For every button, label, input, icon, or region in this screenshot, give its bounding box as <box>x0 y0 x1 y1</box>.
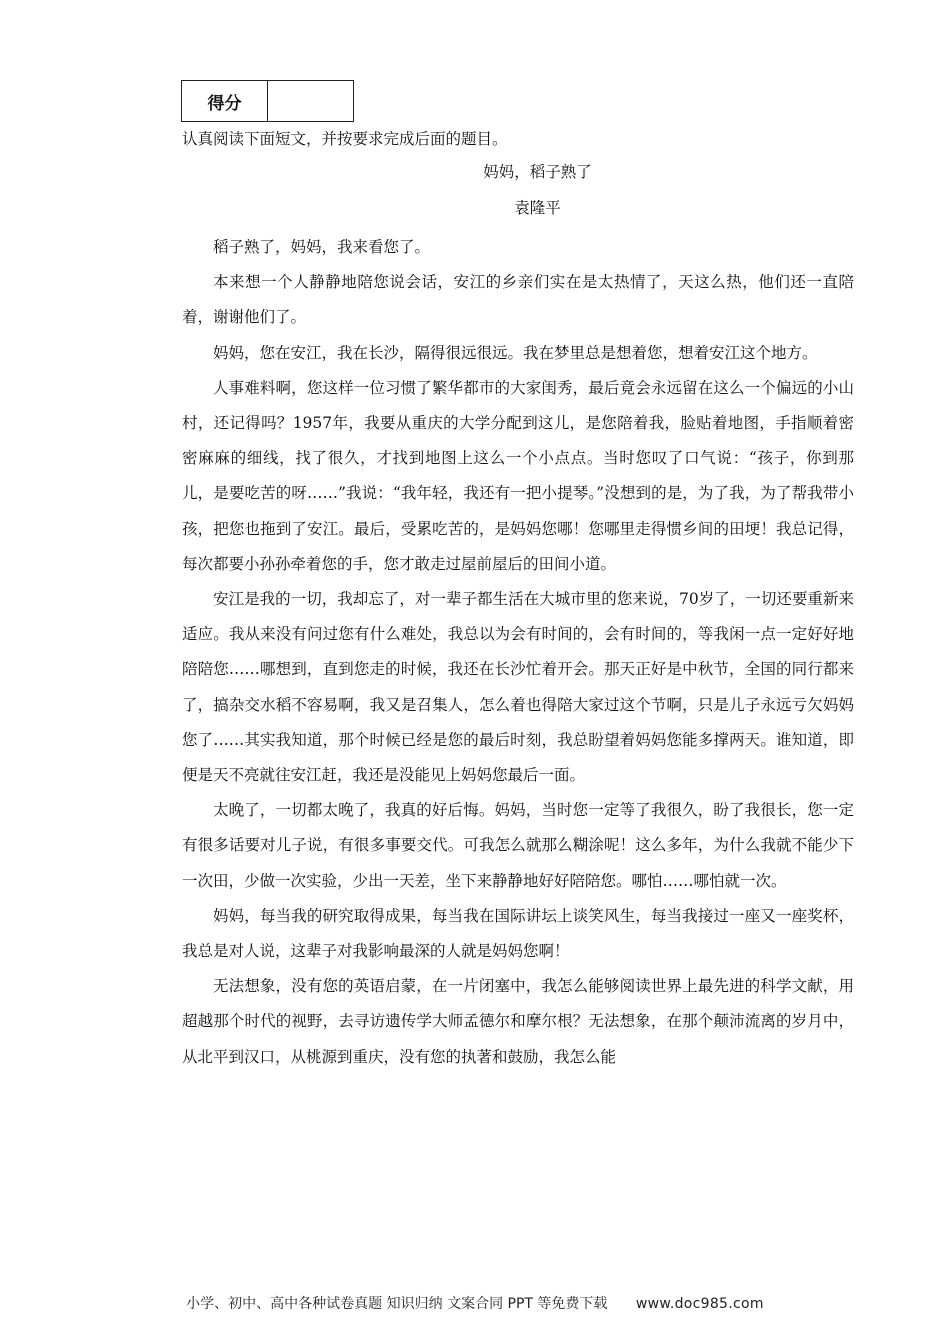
score-box <box>181 80 354 122</box>
score-value-field[interactable] <box>268 81 353 121</box>
page-footer <box>0 1293 950 1313</box>
score-label: 得分 <box>182 81 268 121</box>
article-paragraph: 安江是我的一切，我却忘了，对一辈子都生活在大城市里的您来说，70岁了，一切还要重新来适应。我从来没有问过您有什么难处，我总以为会有时间的，会有时间的，等我闲一点一定好好地陪陪您……哪想到，直到您走的时候，我还在长沙忙着开会。那天正好是中秋节，全国的同行都来了，搞杂交水稻不容易啊，我又是召集人，怎么着也得陪大家过这个节啊，只是儿子永远亏欠妈妈您了……其实我知道，那个时候已经是您的最后时刻，我总盼望着妈妈您能多撑两天。谁知道，即便是天不亮就往安江赶，我还是没能见上妈妈您最后一面。 <box>182 590 854 785</box>
article-author: 袁隆平 <box>514 199 561 217</box>
article-body <box>182 230 854 1075</box>
article-paragraph: 妈妈，您在安江，我在长沙，隔得很远很远。我在梦里总是想着您，想着安江这个地方。 <box>213 343 818 362</box>
article-paragraph: 稻子熟了，妈妈，我来看您了。 <box>213 238 431 256</box>
instruction-text: 认真阅读下面短文，并按要求完成后面的题目。 <box>182 130 508 148</box>
article-title: 妈妈，稻子熟了 <box>483 163 592 181</box>
article-paragraph: 无法想象，没有您的英语启蒙，在一片闭塞中，我怎么能够阅读世界上最先进的科学文献，用超越那个时代的视野，去寻访遗传学大师孟德尔和摩尔根？无法想象，在那个颠沛流离的岁月中，从北平到汉口，从桃源到重庆，没有您的执著和鼓励，我怎么能 <box>182 977 854 1066</box>
footer-site-link[interactable]: www.doc985.com <box>635 1296 764 1312</box>
article-paragraph: 太晚了，一切都太晚了，我真的好后悔。妈妈，当时您一定等了我很久，盼了我很长，您一定有很多话要对儿子说，有很多事要交代。可我怎么就那么糊涂呢！这么多年，为什么我就不能少下一次田，少做一次实验，少出一天差，坐下来静静地好好陪陪您。哪怕……哪怕就一次。 <box>182 801 854 890</box>
article-paragraph: 本来想一个人静静地陪您说会话，安江的乡亲们实在是太热情了，天这么热，他们还一直陪着，谢谢他们了。 <box>182 273 854 327</box>
footer-text: 小学、初中、高中各种试卷真题 知识归纳 文案合同 PPT 等免费下载 <box>186 1296 608 1312</box>
article-paragraph: 妈妈，每当我的研究取得成果，每当我在国际讲坛上谈笑风生，每当我接过一座又一座奖杯，我总是对人说，这辈子对我影响最深的人就是妈妈您啊！ <box>182 906 854 961</box>
article-paragraph: 人事难料啊，您这样一位习惯了繁华都市的大家闺秀，最后竟会永远留在这么一个偏远的小山村，还记得吗？1957年，我要从重庆的大学分配到这儿，是您陪着我，脸贴着地图，手指顺着密密麻麻的细线，找了很久，才找到地图上这么一个小点点。当时您叹了口气说：“孩子，你到那儿，是要吃苦的呀……”我说：“我年轻，我还有一把小提琴。”没想到的是，为了我，为了帮我带小孩，把您也拖到了安江。最后，受累吃苦的，是妈妈您哪！您哪里走得惯乡间的田埂！我总记得，每次都要小孙孙牵着您的手，您才敢走过屋前屋后的田间小道。 <box>182 378 854 573</box>
